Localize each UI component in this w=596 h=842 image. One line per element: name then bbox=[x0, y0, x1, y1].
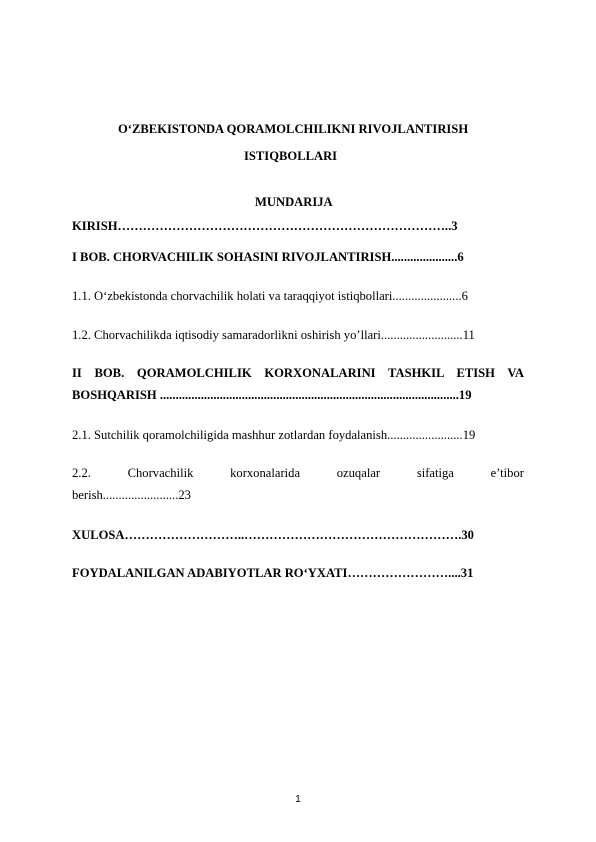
toc-entry-references: FOYDALANILGAN ADABIYOTLAR RO‘YXATI……………………....31 bbox=[72, 566, 474, 580]
toc-entry-chapter-2-line-1: II BOB. QORAMOLCHILIK KORXONALARINI TASHKIL ETISH VA bbox=[72, 366, 524, 380]
toc-entry-1-2: 1.2. Chorvachilikda iqtisodiy samaradorlikni oshirish yo’llari..........................11 bbox=[72, 328, 475, 342]
toc-entry-2-2-line-2: berish........................23 bbox=[72, 488, 191, 502]
toc-entry-2-2-word: ozuqalar bbox=[336, 466, 381, 480]
document-title-line-2: ISTIQBOLLARI bbox=[244, 149, 338, 163]
toc-entry-chapter-1: I BOB. CHORVACHILIK SOHASINI RIVOJLANTIRISH.....................6 bbox=[72, 250, 464, 264]
toc-entry-2-2-word: sifatiga bbox=[416, 466, 454, 480]
toc-entry-xulosa: XULOSA………………………..…………………………………………….30 bbox=[72, 528, 474, 542]
toc-entry-1-1: 1.1. O‘zbekistonda chorvachilik holati va taraqqiyot istiqbollari......................6 bbox=[72, 289, 468, 303]
toc-entry-2-2-word: Chorvachilik bbox=[127, 466, 194, 480]
toc-entry-kirish: KIRISH……………………………………………………………………..3 bbox=[72, 219, 458, 233]
toc-entry-2-1: 2.1. Sutchilik qoramolchiligida mashhur zotlardan foydalanish........................19 bbox=[72, 428, 476, 442]
toc-entry-2-2-line-1 bbox=[72, 465, 524, 481]
document-title-line-1: O‘ZBEKISTONDA QORAMOLCHILIKNI RIVOJLANTIRISH bbox=[118, 122, 469, 136]
toc-entry-2-2-word: korxonalarida bbox=[230, 466, 301, 480]
toc-entry-chapter-2-line-2: BOSHQARISH ...............................................................................................19 bbox=[72, 388, 472, 402]
toc-entry-2-2-word: 2.2. bbox=[72, 466, 91, 480]
toc-entry-2-2-word: e’tibor bbox=[490, 466, 524, 480]
contents-heading: MUNDARIJA bbox=[255, 195, 333, 209]
page-number: 1 bbox=[295, 794, 301, 805]
